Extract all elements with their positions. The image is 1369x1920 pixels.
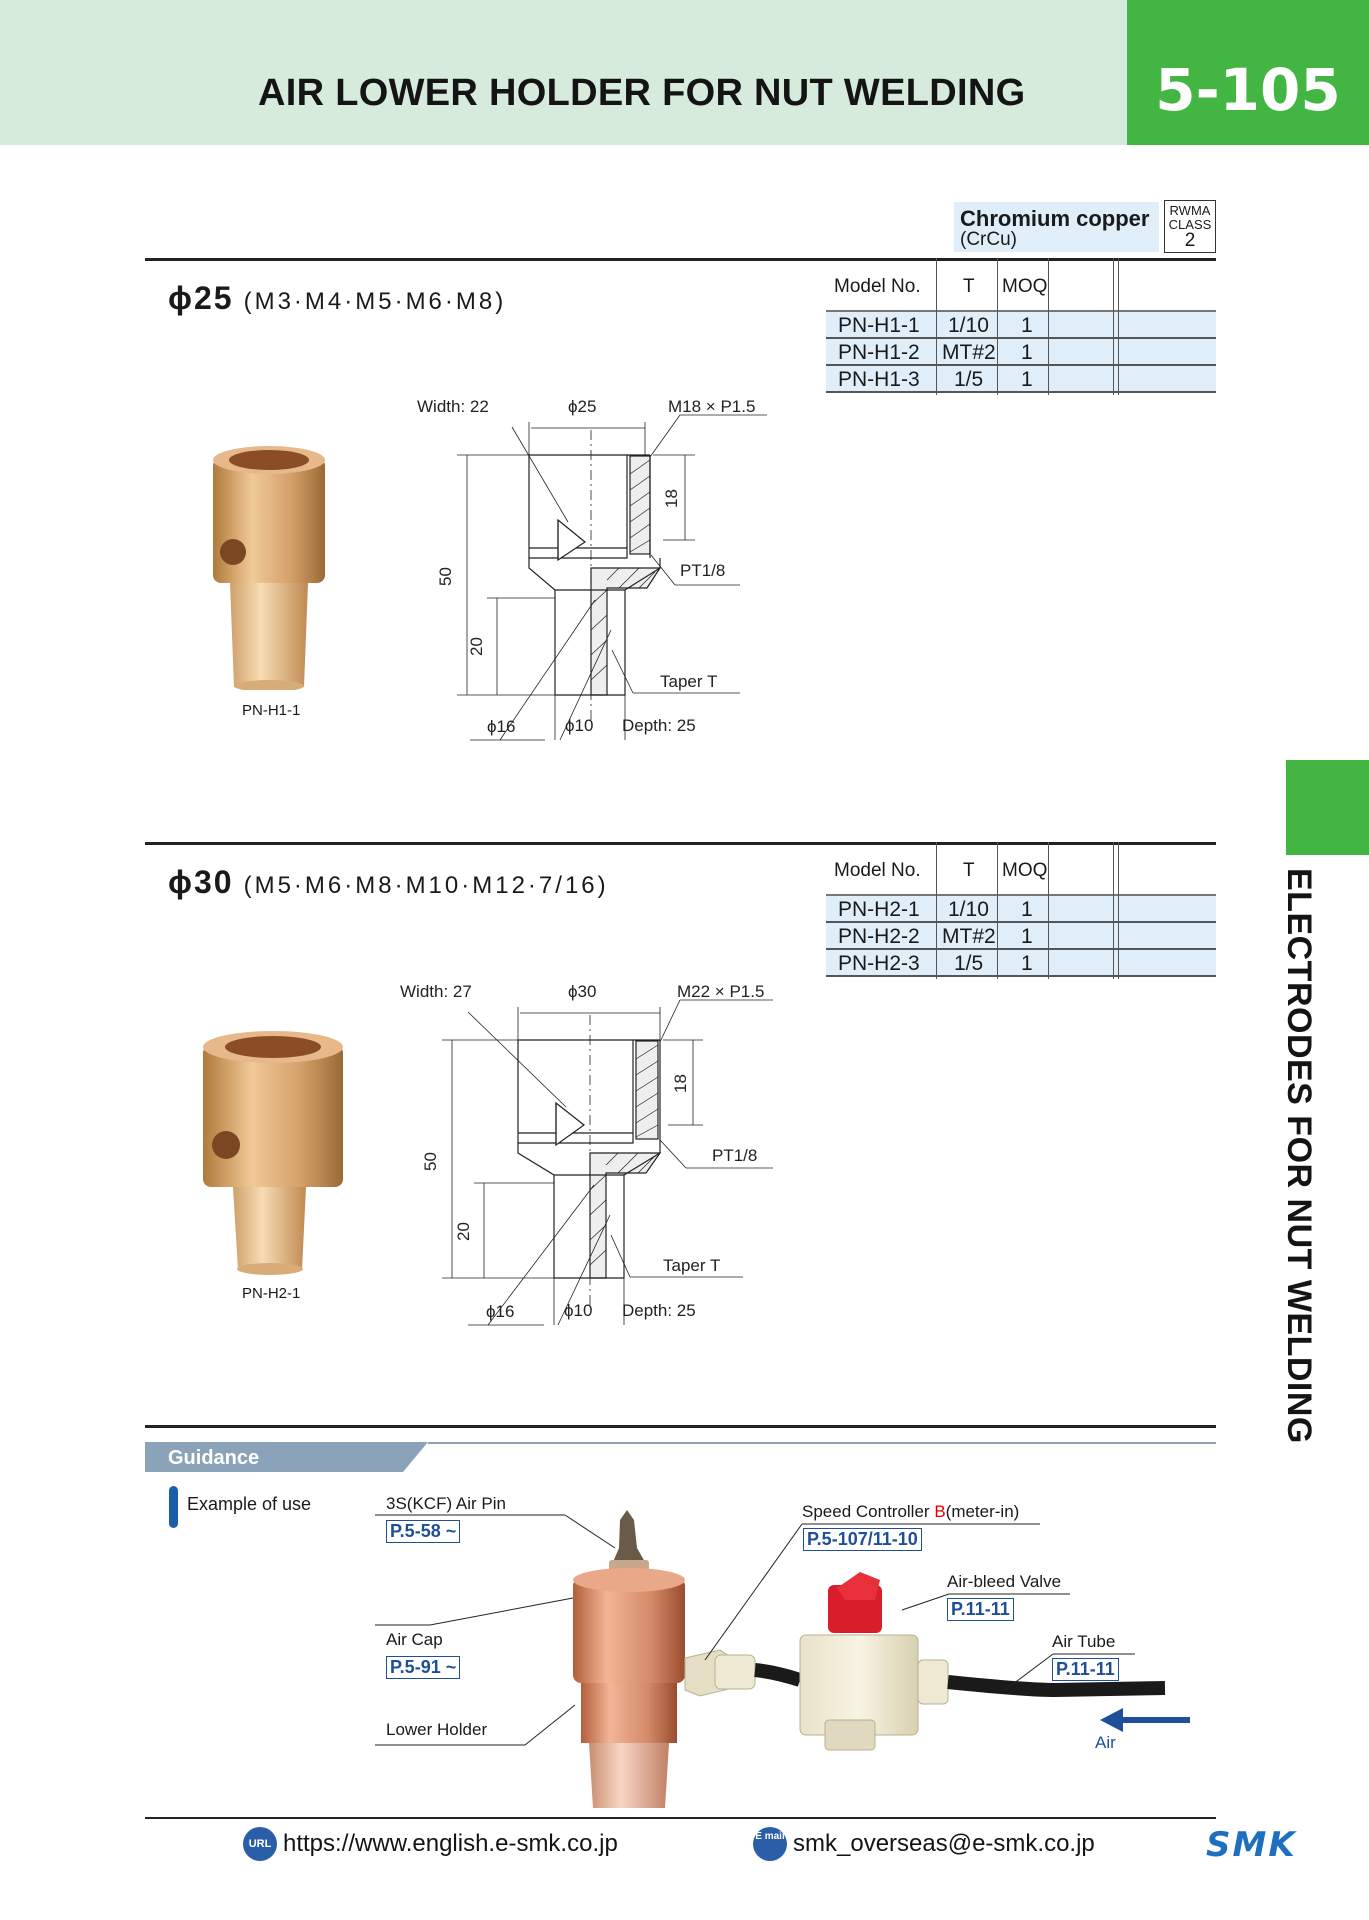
dim-18: 18 bbox=[671, 1074, 690, 1093]
material-box bbox=[954, 202, 1159, 252]
column-divider bbox=[1113, 842, 1114, 979]
url-icon: URL bbox=[243, 1827, 277, 1861]
table-row bbox=[826, 950, 1216, 977]
dim-depth: Depth: 25 bbox=[622, 1301, 696, 1320]
air-bleed-label: Air-bleed Valve bbox=[947, 1572, 1062, 1591]
header-band bbox=[0, 0, 1127, 145]
cell-t: MT#2 bbox=[942, 341, 996, 364]
header-t: T bbox=[963, 860, 975, 881]
rwma-line1: RWMA bbox=[1169, 203, 1211, 218]
column-divider bbox=[997, 258, 998, 395]
dim-50: 50 bbox=[436, 567, 455, 586]
dim-50: 50 bbox=[421, 1152, 440, 1171]
dim-diameter: ϕ25 bbox=[568, 397, 597, 416]
material-code: (CrCu) bbox=[960, 229, 1017, 250]
air-pin-ref-link[interactable]: P.5-58 ~ bbox=[386, 1520, 460, 1543]
dim-d16: ϕ16 bbox=[486, 1302, 515, 1321]
spec-table bbox=[826, 258, 1216, 393]
column-divider bbox=[1048, 842, 1049, 979]
rwma-class-box bbox=[1164, 200, 1216, 253]
air-cap-ref-link[interactable]: P.5-91 ~ bbox=[386, 1656, 460, 1679]
cell-model: PN-H2-3 bbox=[838, 952, 920, 975]
example-label: Example of use bbox=[187, 1494, 312, 1514]
cell-moq: 1 bbox=[1021, 368, 1033, 391]
column-divider bbox=[1118, 842, 1119, 979]
header-moq: MOQ bbox=[1002, 276, 1048, 297]
dim-width: Width: 22 bbox=[417, 397, 489, 416]
speed-controller-ref-link[interactable]: P.5-107/11-10 bbox=[803, 1528, 922, 1551]
lower-holder-label: Lower Holder bbox=[386, 1720, 488, 1739]
dim-d10: ϕ10 bbox=[564, 1301, 593, 1320]
header-model: Model No. bbox=[834, 860, 921, 881]
side-tab-marker bbox=[1286, 760, 1369, 855]
speed-controller-mode: (meter-in) bbox=[945, 1502, 1020, 1521]
mail-icon: E mail bbox=[753, 1827, 787, 1861]
air-bleed-ref-link[interactable]: P.11-11 bbox=[947, 1598, 1014, 1621]
page-title: AIR LOWER HOLDER FOR NUT WELDING bbox=[258, 72, 1026, 114]
dim-diameter: ϕ30 bbox=[568, 982, 597, 1001]
guidance-heading: Guidance bbox=[168, 1447, 260, 1469]
header-t: T bbox=[963, 276, 975, 297]
rwma-class: 2 bbox=[1184, 230, 1196, 251]
table-row bbox=[826, 339, 1216, 366]
photo-caption: PN-H1-1 bbox=[242, 702, 301, 719]
dim-taper: Taper T bbox=[663, 1256, 721, 1275]
brand-logo-text: SMK bbox=[1206, 1828, 1297, 1860]
spec-table-header bbox=[826, 258, 1216, 312]
column-divider bbox=[1118, 258, 1119, 395]
thread-sizes: (M5·M6·M8·M10·M12·7/16) bbox=[243, 872, 609, 899]
speed-controller-label bbox=[802, 1502, 1019, 1522]
spec-table bbox=[826, 842, 1216, 977]
side-label bbox=[1273, 868, 1363, 1444]
product-photo bbox=[198, 1025, 348, 1275]
table-row bbox=[826, 366, 1216, 393]
footer-url[interactable]: https://www.english.e-smk.co.jp bbox=[283, 1830, 618, 1857]
technical-drawing bbox=[415, 390, 780, 760]
cell-moq: 1 bbox=[1021, 925, 1033, 948]
cell-moq: 1 bbox=[1021, 952, 1033, 975]
cell-model: PN-H1-1 bbox=[838, 314, 920, 337]
dim-d16: ϕ16 bbox=[487, 717, 516, 736]
technical-drawing bbox=[398, 975, 778, 1335]
cell-model: PN-H2-2 bbox=[838, 925, 920, 948]
dim-18: 18 bbox=[662, 489, 681, 508]
cell-t: 1/10 bbox=[948, 898, 989, 921]
column-divider bbox=[1113, 258, 1114, 395]
speed-controller-text: Speed Controller bbox=[802, 1502, 935, 1521]
size-heading bbox=[168, 864, 609, 901]
cell-moq: 1 bbox=[1021, 341, 1033, 364]
dim-pt: PT1/8 bbox=[712, 1146, 758, 1165]
size-heading bbox=[168, 280, 506, 317]
speed-controller-type: B bbox=[934, 1502, 946, 1521]
cell-t: MT#2 bbox=[942, 925, 996, 948]
footer-divider bbox=[145, 1817, 1216, 1819]
size-diameter: ϕ25 bbox=[168, 280, 234, 316]
spec-table-header bbox=[826, 842, 1216, 896]
air-flow-label: Air bbox=[1095, 1733, 1116, 1752]
air-tube-label: Air Tube bbox=[1052, 1632, 1116, 1651]
air-cap-label: Air Cap bbox=[386, 1630, 443, 1649]
air-pin-label: 3S(KCF) Air Pin bbox=[386, 1494, 506, 1513]
column-divider bbox=[936, 258, 937, 395]
guidance-bar bbox=[145, 1442, 1216, 1472]
header-model: Model No. bbox=[834, 276, 921, 297]
dim-depth: Depth: 25 bbox=[622, 716, 696, 735]
dim-20: 20 bbox=[454, 1222, 473, 1241]
table-row bbox=[826, 312, 1216, 339]
cell-model: PN-H2-1 bbox=[838, 898, 920, 921]
thread-sizes: (M3·M4·M5·M6·M8) bbox=[243, 288, 507, 315]
table-row bbox=[826, 896, 1216, 923]
footer-email[interactable]: smk_overseas@e-smk.co.jp bbox=[793, 1830, 1095, 1857]
section-divider bbox=[145, 1425, 1216, 1428]
cell-model: PN-H1-2 bbox=[838, 341, 920, 364]
dim-width: Width: 27 bbox=[400, 982, 472, 1001]
cell-t: 1/5 bbox=[954, 368, 984, 391]
rwma-line2: CLASS bbox=[1168, 217, 1212, 232]
column-divider bbox=[1048, 258, 1049, 395]
column-divider bbox=[997, 842, 998, 979]
column-divider bbox=[936, 842, 937, 979]
page-number: 5-105 bbox=[1155, 56, 1341, 124]
dim-20: 20 bbox=[467, 637, 486, 656]
dim-d10: ϕ10 bbox=[565, 716, 594, 735]
cell-t: 1/10 bbox=[948, 314, 989, 337]
cell-model: PN-H1-3 bbox=[838, 368, 920, 391]
cell-moq: 1 bbox=[1021, 898, 1033, 921]
cell-t: 1/5 bbox=[954, 952, 984, 975]
dim-pt: PT1/8 bbox=[680, 561, 726, 580]
photo-caption: PN-H2-1 bbox=[242, 1285, 301, 1302]
table-row bbox=[826, 923, 1216, 950]
page-number-box bbox=[1127, 0, 1369, 145]
dim-taper: Taper T bbox=[660, 672, 718, 691]
side-label-text: ELECTRODES FOR NUT WELDING bbox=[1280, 868, 1318, 1444]
example-marker bbox=[169, 1486, 178, 1528]
header-moq: MOQ bbox=[1002, 860, 1048, 881]
air-tube-ref-link[interactable]: P.11-11 bbox=[1052, 1658, 1119, 1681]
product-photo bbox=[205, 440, 335, 690]
brand-logo bbox=[1206, 1828, 1310, 1860]
cell-moq: 1 bbox=[1021, 314, 1033, 337]
dim-thread: M18 × P1.5 bbox=[668, 397, 756, 416]
material-name: Chromium copper bbox=[960, 206, 1150, 231]
size-diameter: ϕ30 bbox=[168, 864, 234, 900]
dim-thread: M22 × P1.5 bbox=[677, 982, 765, 1001]
